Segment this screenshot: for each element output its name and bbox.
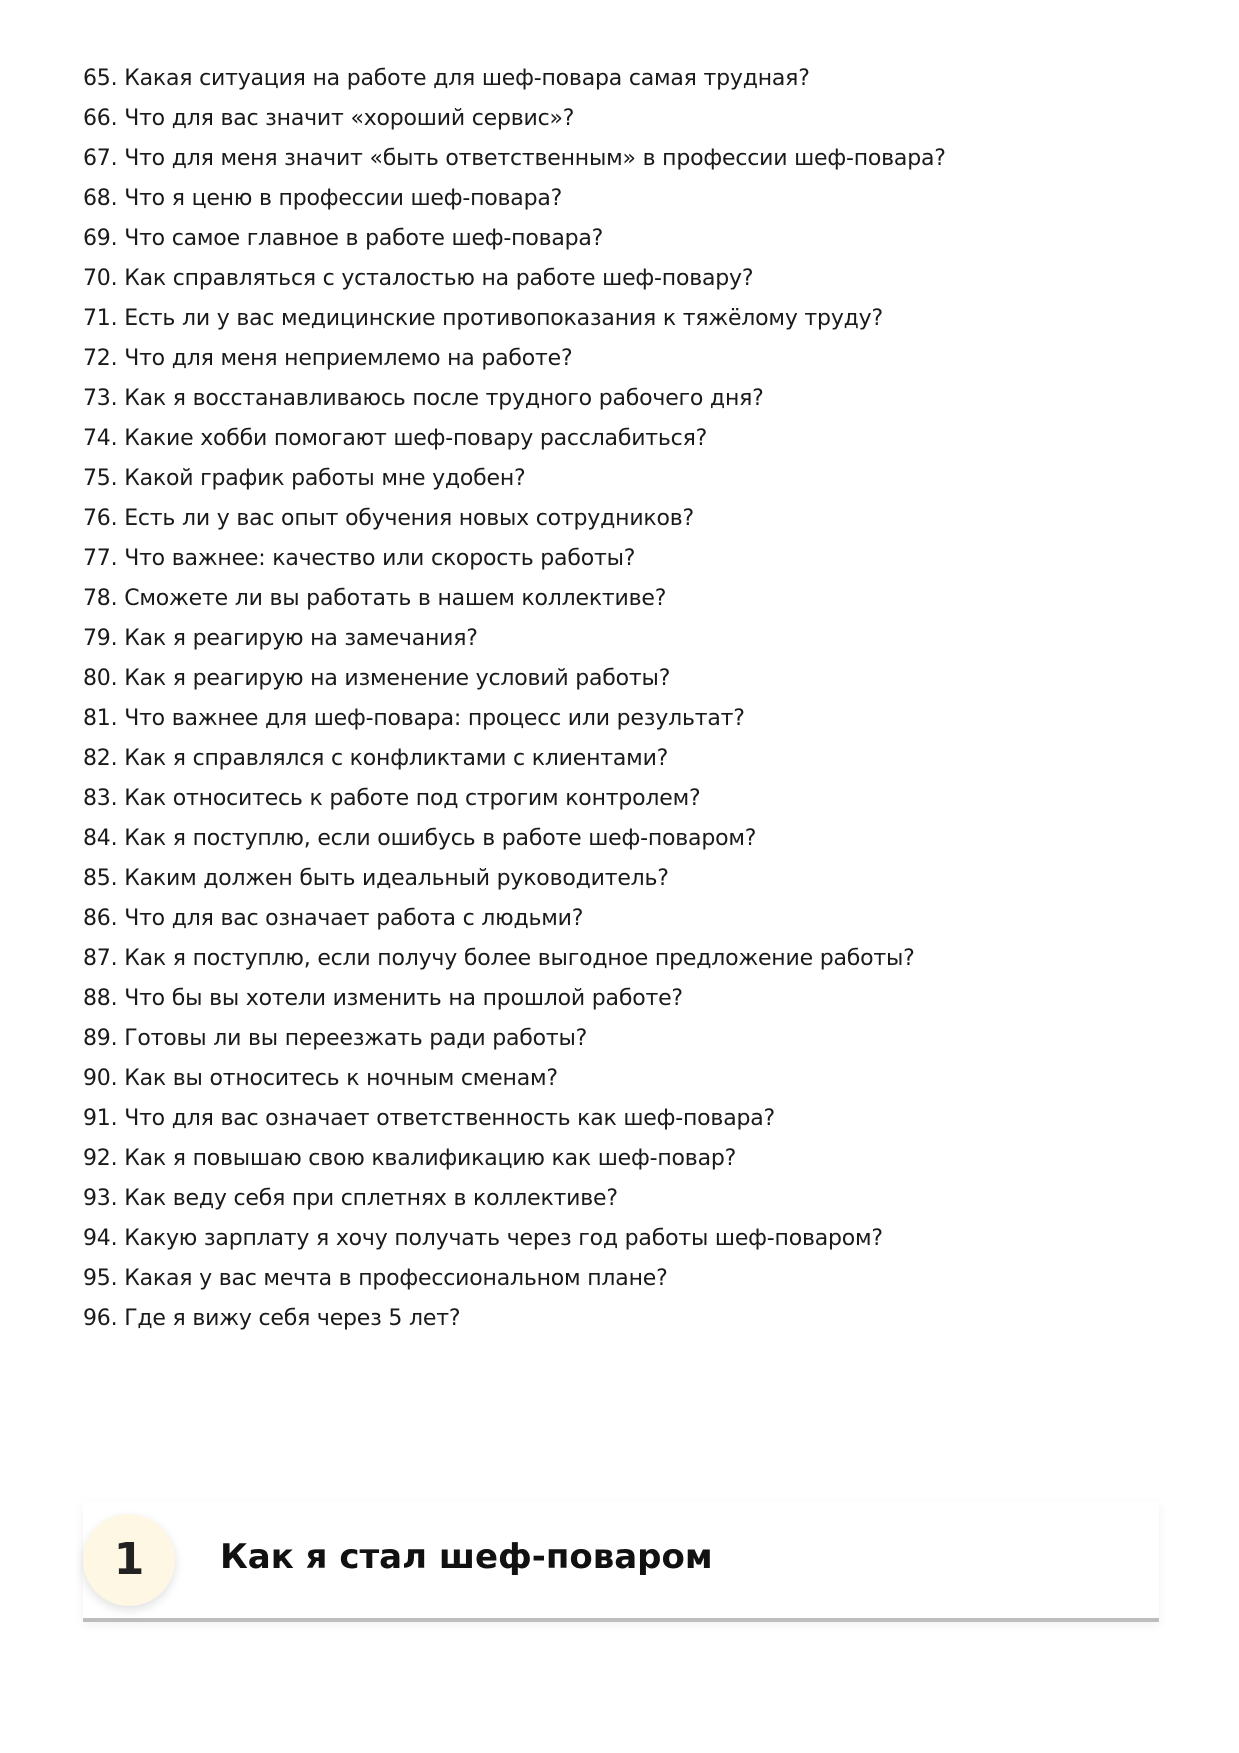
question-number: 92. bbox=[83, 1146, 118, 1171]
question-number: 80. bbox=[83, 666, 118, 691]
question-item bbox=[83, 1179, 946, 1219]
question-item bbox=[83, 819, 946, 859]
question-text: Что для вас значит «хороший сервис»? bbox=[124, 106, 575, 131]
question-text: Что важнее: качество или скорость работы? bbox=[124, 546, 636, 571]
question-item bbox=[83, 539, 946, 579]
question-text: Как я повышаю свою квалификацию как шеф-повар? bbox=[124, 1146, 737, 1171]
question-text: Что я ценю в профессии шеф-повара? bbox=[124, 186, 563, 211]
question-number: 94. bbox=[83, 1226, 118, 1251]
question-item bbox=[83, 1219, 946, 1259]
question-text: Какие хобби помогают шеф-повару расслабиться? bbox=[124, 426, 708, 451]
question-text: Есть ли у вас медицинские противопоказания к тяжёлому труду? bbox=[124, 306, 883, 331]
question-number: 88. bbox=[83, 986, 118, 1011]
question-item bbox=[83, 179, 946, 219]
question-text: Как справляться с усталостью на работе шеф-повару? bbox=[124, 266, 754, 291]
question-item bbox=[83, 779, 946, 819]
question-item bbox=[83, 499, 946, 539]
section-number-badge: 1 bbox=[83, 1514, 175, 1606]
question-item bbox=[83, 459, 946, 499]
question-item bbox=[83, 59, 946, 99]
question-number: 68. bbox=[83, 186, 118, 211]
question-text: Какую зарплату я хочу получать через год работы шеф-поваром? bbox=[124, 1226, 883, 1251]
question-item bbox=[83, 859, 946, 899]
question-number: 78. bbox=[83, 586, 118, 611]
question-text: Что самое главное в работе шеф-повара? bbox=[124, 226, 604, 251]
question-text: Что для вас означает ответственность как шеф-повара? bbox=[124, 1106, 776, 1131]
question-item bbox=[83, 139, 946, 179]
question-text: Как я восстанавливаюсь после трудного рабочего дня? bbox=[124, 386, 764, 411]
question-number: 74. bbox=[83, 426, 118, 451]
question-item bbox=[83, 339, 946, 379]
question-item bbox=[83, 619, 946, 659]
question-text: Что для меня значит «быть ответственным» в профессии шеф-повара? bbox=[124, 146, 946, 171]
question-number: 89. bbox=[83, 1026, 118, 1051]
question-text: Как я справлялся с конфликтами с клиентами? bbox=[124, 746, 669, 771]
question-text: Готовы ли вы переезжать ради работы? bbox=[124, 1026, 588, 1051]
question-number: 90. bbox=[83, 1066, 118, 1091]
question-number: 70. bbox=[83, 266, 118, 291]
question-item bbox=[83, 699, 946, 739]
question-number: 77. bbox=[83, 546, 118, 571]
question-number: 81. bbox=[83, 706, 118, 731]
question-number: 96. bbox=[83, 1306, 118, 1331]
question-number: 66. bbox=[83, 106, 118, 131]
question-item bbox=[83, 1019, 946, 1059]
question-text: Как я поступлю, если ошибусь в работе шеф-поваром? bbox=[124, 826, 757, 851]
question-item bbox=[83, 99, 946, 139]
question-item bbox=[83, 379, 946, 419]
question-number: 73. bbox=[83, 386, 118, 411]
question-number: 93. bbox=[83, 1186, 118, 1211]
question-text: Где я вижу себя через 5 лет? bbox=[124, 1306, 461, 1331]
question-number: 83. bbox=[83, 786, 118, 811]
section-divider bbox=[83, 1618, 1159, 1622]
question-number: 84. bbox=[83, 826, 118, 851]
question-text: Что бы вы хотели изменить на прошлой работе? bbox=[124, 986, 683, 1011]
question-text: Как вы относитесь к ночным сменам? bbox=[124, 1066, 558, 1091]
question-number: 75. bbox=[83, 466, 118, 491]
question-number: 91. bbox=[83, 1106, 118, 1131]
question-text: Какая ситуация на работе для шеф-повара самая трудная? bbox=[124, 66, 810, 91]
question-list bbox=[83, 59, 946, 1339]
question-number: 71. bbox=[83, 306, 118, 331]
question-text: Какой график работы мне удобен? bbox=[124, 466, 526, 491]
question-item bbox=[83, 1099, 946, 1139]
question-item bbox=[83, 1299, 946, 1339]
question-text: Что для меня неприемлемо на работе? bbox=[124, 346, 573, 371]
question-item bbox=[83, 939, 946, 979]
question-text: Как я поступлю, если получу более выгодное предложение работы? bbox=[124, 946, 915, 971]
question-number: 85. bbox=[83, 866, 118, 891]
question-item bbox=[83, 419, 946, 459]
question-text: Как я реагирую на изменение условий работы? bbox=[124, 666, 671, 691]
question-number: 95. bbox=[83, 1266, 118, 1291]
question-item bbox=[83, 219, 946, 259]
question-text: Как относитесь к работе под строгим контролем? bbox=[124, 786, 701, 811]
section-header bbox=[83, 1502, 1159, 1622]
question-number: 67. bbox=[83, 146, 118, 171]
question-item bbox=[83, 739, 946, 779]
question-number: 79. bbox=[83, 626, 118, 651]
question-number: 65. bbox=[83, 66, 118, 91]
question-item bbox=[83, 259, 946, 299]
question-number: 87. bbox=[83, 946, 118, 971]
question-number: 69. bbox=[83, 226, 118, 251]
question-text: Каким должен быть идеальный руководитель? bbox=[124, 866, 669, 891]
question-number: 82. bbox=[83, 746, 118, 771]
question-item bbox=[83, 299, 946, 339]
question-item bbox=[83, 979, 946, 1019]
section-title: Как я стал шеф-поваром bbox=[220, 1537, 713, 1577]
question-item bbox=[83, 1059, 946, 1099]
question-number: 86. bbox=[83, 906, 118, 931]
question-text: Как веду себя при сплетнях в коллективе? bbox=[124, 1186, 618, 1211]
question-text: Как я реагирую на замечания? bbox=[124, 626, 478, 651]
question-number: 76. bbox=[83, 506, 118, 531]
question-number: 72. bbox=[83, 346, 118, 371]
question-item bbox=[83, 579, 946, 619]
question-item bbox=[83, 899, 946, 939]
question-text: Какая у вас мечта в профессиональном плане? bbox=[124, 1266, 668, 1291]
question-item bbox=[83, 1139, 946, 1179]
question-text: Что важнее для шеф-повара: процесс или результат? bbox=[124, 706, 745, 731]
question-item bbox=[83, 1259, 946, 1299]
question-text: Что для вас означает работа с людьми? bbox=[124, 906, 584, 931]
question-text: Есть ли у вас опыт обучения новых сотрудников? bbox=[124, 506, 695, 531]
question-text: Сможете ли вы работать в нашем коллективе? bbox=[124, 586, 667, 611]
question-item bbox=[83, 659, 946, 699]
